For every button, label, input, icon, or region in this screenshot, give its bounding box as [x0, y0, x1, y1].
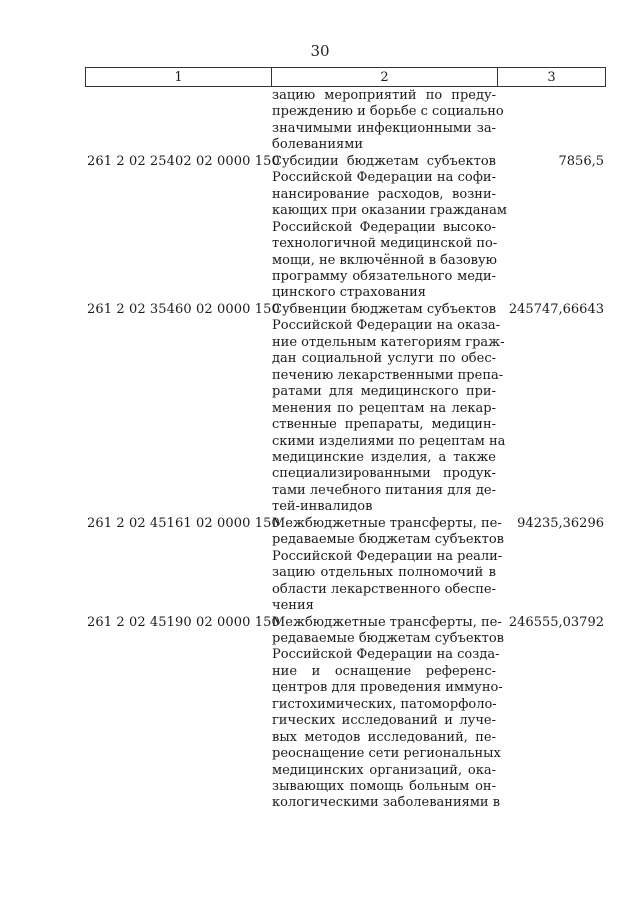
description-line: цинского страхования	[272, 285, 426, 301]
budget-code: 261 2 02 45190 02 0000 150	[87, 614, 280, 630]
table-row	[0, 615, 640, 812]
description-line: мощи, не включённой в базовую	[272, 252, 497, 268]
description-line: ние и оснащение референс-	[272, 663, 496, 679]
description-line: Субвенции бюджетам субъектов	[272, 301, 497, 317]
description-line: зывающих помощь больным он-	[272, 779, 496, 795]
amount-value: 7856,5	[558, 153, 604, 169]
description-line: кающих при оказании гражданам	[272, 203, 507, 219]
table-row	[0, 154, 640, 302]
table-row	[0, 302, 640, 516]
description-line: тами лечебного питания для де-	[272, 482, 496, 498]
description-line: медицинских организаций, ока-	[272, 762, 496, 778]
description-line: зацию мероприятий по преду-	[272, 88, 496, 103]
description-line: Российской Федерации на софи-	[272, 170, 496, 186]
row-description	[272, 614, 504, 812]
description-line: нансирование расходов, возни-	[272, 186, 496, 202]
description-line: редаваемые бюджетам субъектов	[272, 532, 504, 548]
row-description	[272, 515, 504, 615]
amount-value: 246555,03792	[508, 614, 604, 630]
description-line: дан социальной услуги по обес-	[272, 351, 496, 367]
description-line: ратами для медицинского при-	[272, 384, 496, 400]
description-line: преждению и борьбе с социально	[272, 104, 504, 120]
amount-value: 245747,66643	[508, 301, 604, 317]
description-line: ственные препараты, медицин-	[272, 417, 496, 433]
row-description	[272, 301, 506, 516]
description-line: ние отдельным категориям граж-	[272, 334, 505, 350]
table-row	[0, 516, 640, 615]
row-description	[272, 88, 504, 154]
header-col-2: 2	[272, 68, 498, 86]
row-description	[272, 153, 507, 302]
description-line: печению лекарственными препа-	[272, 367, 504, 383]
description-line: вых методов исследований, пе-	[272, 729, 496, 745]
description-line: Российской Федерации на созда-	[272, 647, 500, 663]
budget-code: 261 2 02 25402 02 0000 150	[87, 153, 280, 169]
description-line: скими изделиями по рецептам на	[272, 433, 506, 449]
description-line: программу обязательного меди-	[272, 268, 496, 284]
budget-code: 261 2 02 45161 02 0000 150	[87, 515, 280, 531]
description-line: центров для проведения иммуно-	[272, 680, 503, 696]
description-line: медицинские изделия, а также	[272, 449, 496, 465]
description-line: Межбюджетные трансферты, пе-	[272, 515, 502, 531]
table-header	[85, 67, 606, 87]
amount-value: 94235,36296	[517, 515, 604, 531]
description-line: области лекарственного обеспе-	[272, 581, 496, 597]
description-line: Российской Федерации высоко-	[272, 219, 496, 235]
description-line: значимыми инфекционными за-	[272, 120, 496, 136]
description-line: Российской Федерации на оказа-	[272, 318, 501, 334]
description-line: болеваниями	[272, 137, 363, 153]
description-line: чения	[272, 598, 314, 614]
header-col-1: 1	[86, 68, 272, 86]
description-line: гических исследований и луче-	[272, 713, 496, 729]
description-line: специализированными продук-	[272, 466, 496, 482]
description-line: Межбюджетные трансферты, пе-	[272, 614, 502, 630]
description-line: зацию отдельных полномочий в	[272, 565, 496, 581]
table-body	[0, 88, 640, 812]
description-line: тей-инвалидов	[272, 499, 373, 515]
description-line: гистохимических, патоморфоло-	[272, 696, 497, 712]
page-number: 30	[310, 42, 330, 60]
description-line: технологичной медицинской по-	[272, 236, 498, 252]
description-line: реоснащение сети региональных	[272, 746, 501, 762]
description-line: кологическими заболеваниями в	[272, 795, 501, 811]
description-line: менения по рецептам на лекар-	[272, 400, 496, 416]
description-line: Субсидии бюджетам субъектов	[272, 153, 496, 169]
table-row	[0, 88, 640, 154]
description-line: Российской Федерации на реали-	[272, 548, 503, 564]
description-line: редаваемые бюджетам субъектов	[272, 630, 504, 646]
header-col-3: 3	[547, 69, 556, 85]
budget-code: 261 2 02 35460 02 0000 150	[87, 301, 280, 317]
